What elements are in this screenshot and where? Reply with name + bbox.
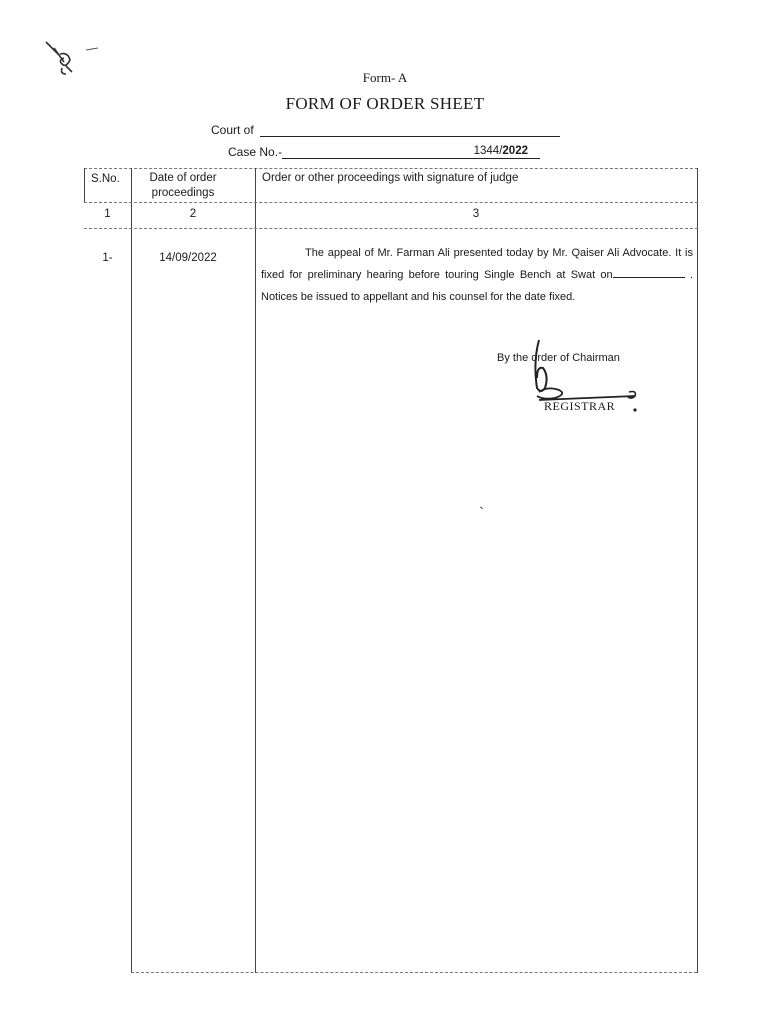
page-title: FORM OF ORDER SHEET xyxy=(285,94,485,113)
row-sno: 1- xyxy=(102,252,113,264)
column-divider-1 xyxy=(131,168,132,973)
case-underline xyxy=(282,158,540,159)
form-label: Form- A xyxy=(362,70,408,85)
column-header-order: Order or other proceedings with signature of judge xyxy=(262,172,519,184)
stray-mark xyxy=(478,507,483,512)
table-left-border xyxy=(84,168,85,202)
table-right-border xyxy=(697,168,698,973)
column-header-sno: S.No. xyxy=(91,173,120,185)
column-number-3: 3 xyxy=(472,208,480,220)
row-date: 14/09/2022 xyxy=(159,252,217,264)
column-divider-2 xyxy=(255,168,256,973)
header-divider xyxy=(84,202,698,203)
table-bottom-border xyxy=(131,972,697,973)
column-number-divider xyxy=(84,228,698,229)
case-number: 1344/2022 xyxy=(473,145,528,157)
hearing-date-blank xyxy=(613,267,685,278)
table-top-border xyxy=(84,168,698,169)
court-label: Court of xyxy=(211,123,254,137)
registrar-label: REGISTRAR xyxy=(544,399,616,413)
by-order-text: By the order of Chairman xyxy=(497,352,620,364)
column-header-date: Date of order proceedings xyxy=(149,172,217,199)
column-number-2: 2 xyxy=(189,208,197,220)
column-number-1: 1 xyxy=(104,208,111,220)
order-text: The appeal of Mr. Farman Ali presented today by Mr. Qaiser Ali Advocate. It is fixed for preliminary hearing before touring Single Bench at Swat on . Notices be issued to appellant and his counsel for the date fixed. xyxy=(261,247,693,303)
court-underline xyxy=(260,136,560,137)
case-label: Case No.- xyxy=(228,145,283,159)
